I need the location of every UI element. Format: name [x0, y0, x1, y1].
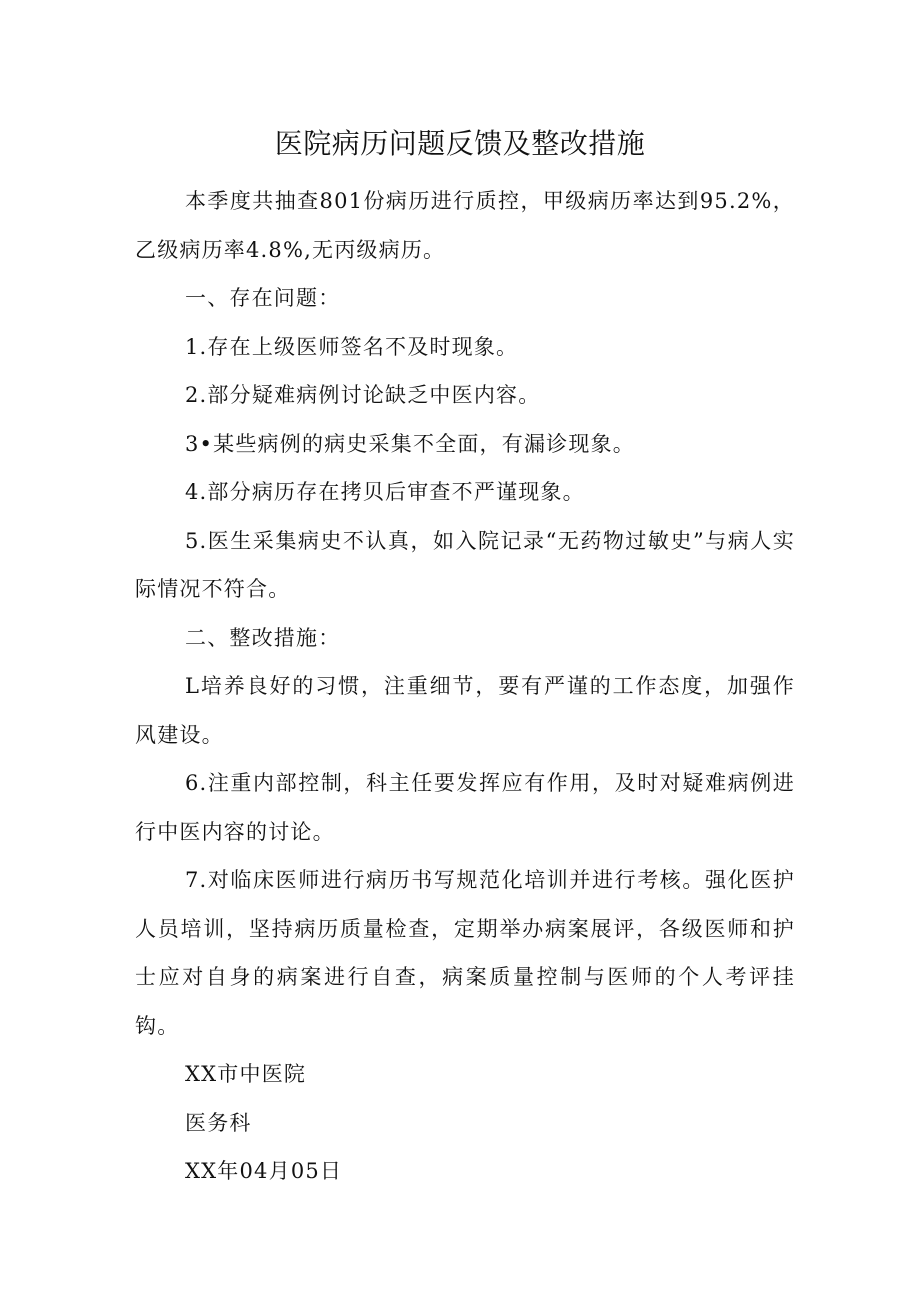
problem-item-3: 3•某些病例的病史采集不全面，有漏诊现象。 [185, 431, 635, 456]
problem-item-5: 5.医生采集病史不认真，如入院记录“无药物过敏史”与病人实际情况不符合。 [135, 528, 795, 601]
document-body [135, 177, 795, 1196]
measure-item-1: L培养良好的习惯，注重细节，要有严谨的工作态度，加强作风建设。 [135, 674, 795, 747]
signature-department: 医务科 [185, 1110, 252, 1135]
measure-item-3: 7.对临床医师进行病历书写规范化培训并进行考核。强化医护人员培训，坚持病历质量检查，定期举办病案展评，各级医师和护士应对自身的病案进行自查，病案质量控制与医师的个人考评挂钩。 [135, 868, 795, 1038]
measure-item-2: 6.注重内部控制，科主任要发挥应有作用，及时对疑难病例进行中医内容的讨论。 [135, 771, 795, 844]
signature-organization: XX市中医院 [185, 1062, 307, 1086]
paragraph-summary: 本季度共抽查801份病历进行质控，甲级病历率达到95.2%，乙级病历率4.8%,无丙级病历。 [135, 189, 795, 262]
document-title: 医院病历问题反馈及整改措施 [274, 127, 646, 160]
section-heading-problems: 一、存在问题： [185, 286, 341, 310]
signature-date: XX年04月05日 [185, 1159, 343, 1183]
problem-item-4: 4.部分病历存在拷贝后审查不严谨现象。 [185, 480, 585, 504]
problem-item-1: 1.存在上级医师签名不及时现象。 [185, 334, 519, 359]
problem-item-2: 2.部分疑难病例讨论缺乏中医内容。 [185, 383, 541, 407]
section-heading-measures: 二、整改措施： [185, 625, 341, 650]
